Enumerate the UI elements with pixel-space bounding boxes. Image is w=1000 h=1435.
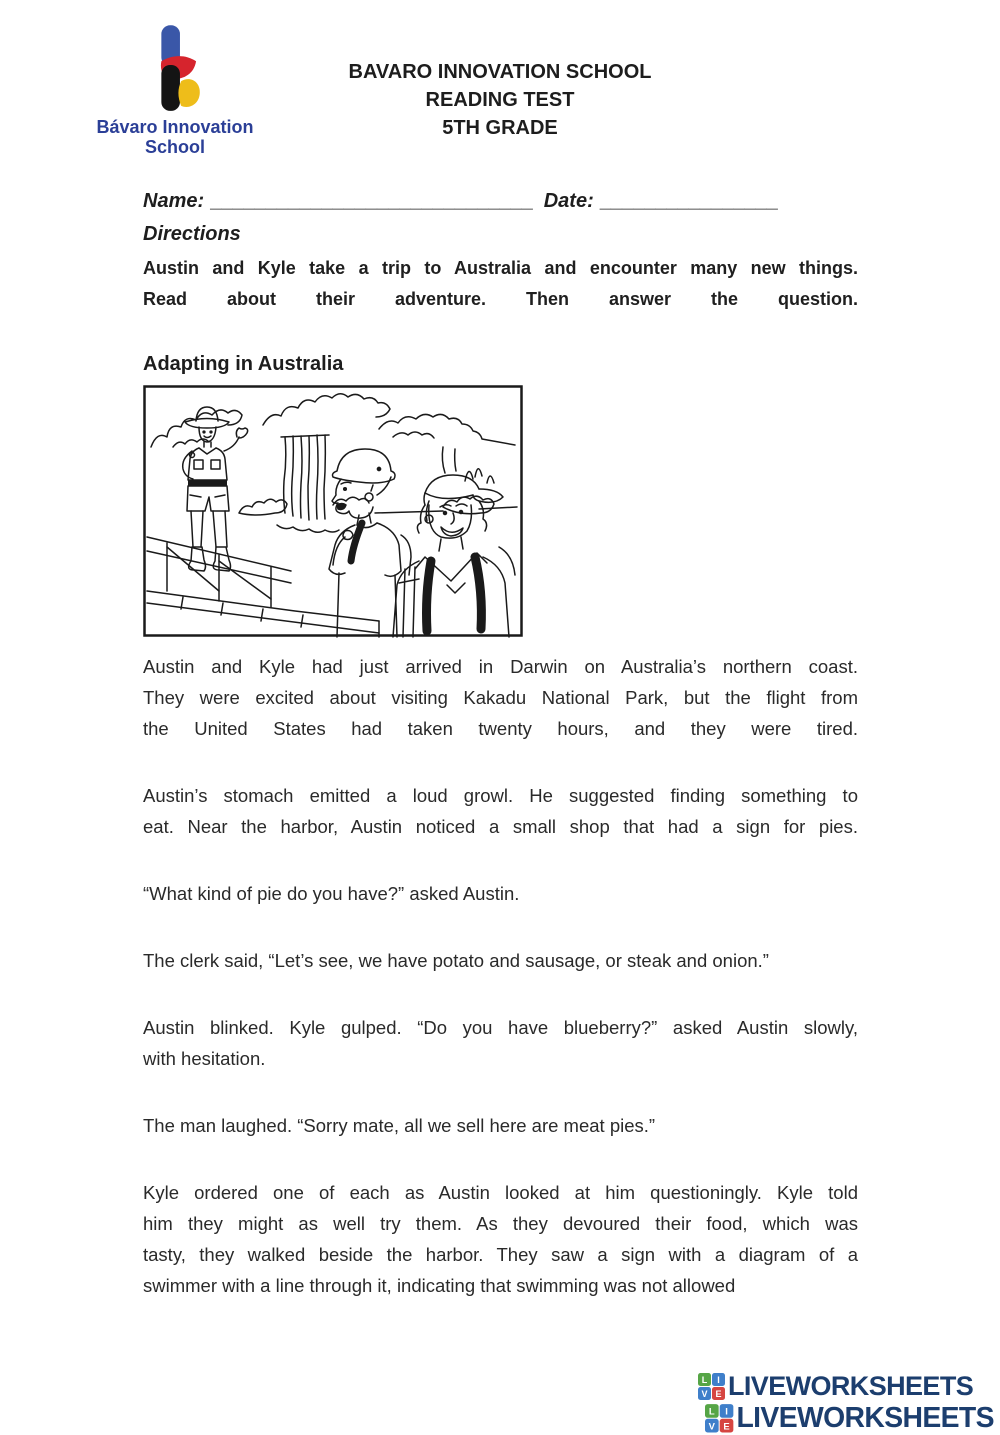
story-paragraph (143, 1177, 858, 1301)
story-paragraph (143, 945, 858, 976)
name-date-row (143, 186, 858, 216)
directions-label: Directions (143, 223, 241, 245)
title-line-school: BAVARO INNOVATION SCHOOL (348, 61, 652, 83)
liveworksheets-watermark-partial[interactable] (705, 1402, 994, 1435)
liveworksheets-tile-v: V (705, 1419, 719, 1433)
liveworksheets-tile-i: I (712, 1373, 725, 1386)
name-label: Name: (143, 190, 205, 212)
text-line: Austin blinked. Kyle gulped. “Do you have blueberry?” asked Austin slowly, (143, 1017, 858, 1038)
directions-text (143, 253, 858, 315)
text-line: swimmer with a line through it, indicating that swimming was not allowed (143, 1275, 736, 1296)
text-line: tasty, they walked beside the harbor. They saw a sign with a diagram of a (143, 1244, 858, 1265)
school-name-line2: School (144, 137, 205, 157)
liveworksheets-brand-text: LIVEWORKSHEETS (736, 1402, 994, 1434)
story-illustration (143, 385, 523, 637)
text-line: eat. Near the harbor, Austin noticed a small shop that had a sign for pies. (143, 816, 858, 837)
title-line-grade: 5TH GRADE (442, 117, 558, 139)
school-logo (95, 24, 255, 157)
text-line: Kyle ordered one of each as Austin looked at him questioningly. Kyle told (143, 1182, 858, 1203)
liveworksheets-logo (698, 1373, 725, 1400)
story-heading: Adapting in Australia (143, 353, 344, 375)
liveworksheets-tile-l: L (705, 1404, 719, 1418)
story-paragraph (143, 1012, 858, 1074)
liveworksheets-tile-l: L (698, 1373, 711, 1386)
text-line: the United States had taken twenty hours, and they were tired. (143, 718, 858, 739)
date-blank: ________________ (600, 190, 779, 212)
text-line: Austin and Kyle had just arrived in Darwin on Australia’s northern coast. (143, 656, 858, 677)
text-line: Read about their adventure. Then answer the question. (143, 289, 858, 309)
title-line-test: READING TEST (425, 89, 575, 111)
story-paragraph (143, 651, 858, 744)
text-line: Austin’s stomach emitted a loud growl. He suggested finding something to (143, 785, 858, 806)
text-line: him they might as well try them. As they devoured their food, which was (143, 1213, 858, 1234)
story-paragraph (143, 780, 858, 842)
liveworksheets-tile-e: E (712, 1387, 725, 1400)
school-logo-text (95, 117, 255, 157)
liveworksheets-tile-i: I (720, 1404, 734, 1418)
date-label: Date: (543, 190, 594, 212)
liveworksheets-brand-text: LIVEWORKSHEETS (728, 1371, 974, 1401)
story-paragraph (143, 878, 858, 909)
liveworksheets-tile-v: V (698, 1387, 711, 1400)
text-line: The man laughed. “Sorry mate, all we sell here are meat pies.” (143, 1115, 656, 1136)
story-paragraph (143, 1110, 858, 1141)
story-text (143, 651, 858, 1301)
worksheet-body (143, 186, 858, 1301)
school-logo-mark (144, 24, 206, 114)
name-blank: _____________________________ (211, 190, 534, 212)
text-line: with hesitation. (143, 1048, 266, 1069)
school-name-line1: Bávaro Innovation (96, 117, 254, 137)
text-line: “What kind of pie do you have?” asked Austin. (143, 883, 520, 904)
liveworksheets-logo (705, 1404, 733, 1432)
text-line: Austin and Kyle take a trip to Australia and encounter many new things. (143, 258, 858, 278)
text-line: The clerk said, “Let’s see, we have potato and sausage, or steak and onion.” (143, 950, 769, 971)
liveworksheets-tile-e: E (720, 1419, 734, 1433)
text-line: They were excited about visiting Kakadu National Park, but the flight from (143, 687, 858, 708)
liveworksheets-watermark[interactable] (698, 1371, 973, 1402)
